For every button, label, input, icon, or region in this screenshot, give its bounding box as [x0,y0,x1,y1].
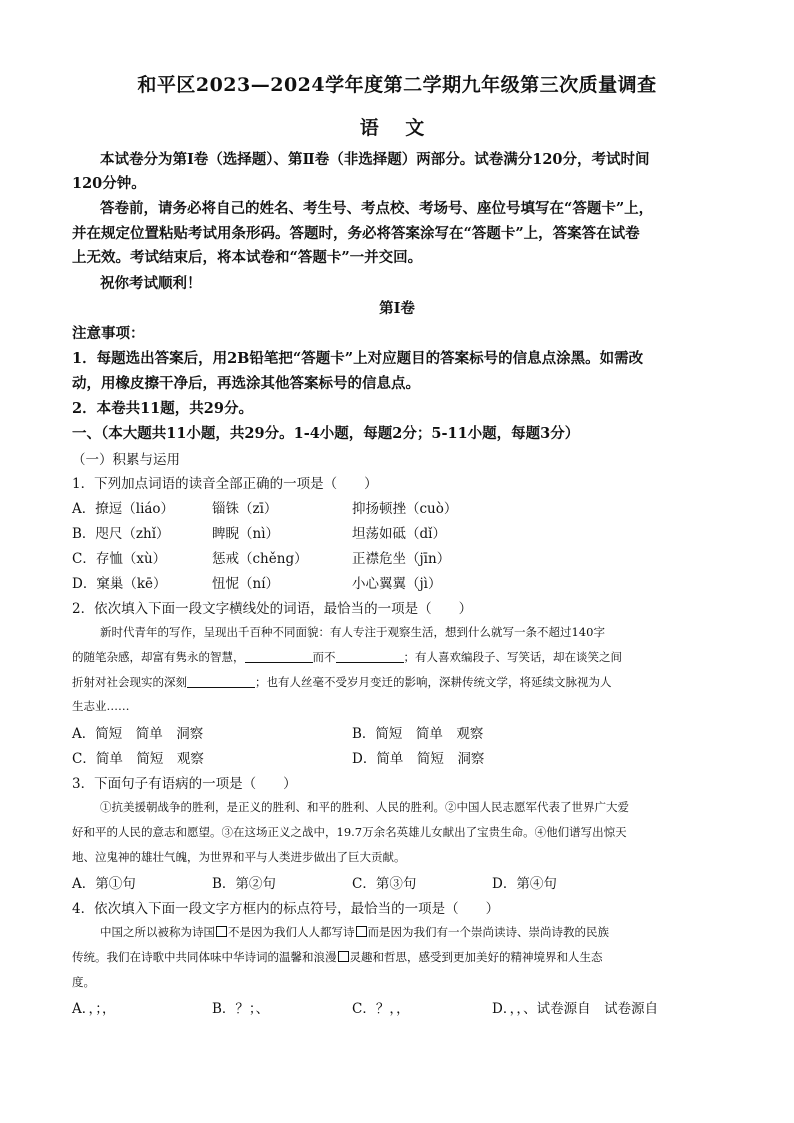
option-a3: 抑扬顿挫（cuò） [352,501,458,517]
option-c3: 正襟危坐（jīn） [352,551,451,567]
fill-blank [245,650,313,663]
option-b3: 坦荡如砥（dǐ） [352,526,446,542]
passage-line: 度。 [72,975,95,989]
passage-text: 而是因为我们有一个崇尚读诗、崇尚诗教的民族 [367,925,609,939]
option-c2: 惩戒（chěng） [212,551,308,567]
passage-text: 不是因为我们人人都写诗 [228,925,355,939]
passage-text: 而不 [312,650,336,664]
intro-line: 上无效。考试结束后，将本试卷和“答题卡”一并交回。 [72,249,423,266]
passage-text: ；也有人丝毫不受岁月变迁的影响，深耕传统文学，将延续文脉视为人 [255,675,612,689]
passage-line: 新时代青年的写作，呈现出千百种不同面貌：有人专注于观察生活，想到什么就写一条不超过140字 [100,625,605,639]
passage-text: 中国之所以被称为诗国 [100,925,215,939]
option-a: A．简短 简单 洞察 [72,726,204,742]
option-a1: A．撩逗（liáo） [72,501,175,517]
option-b: B．简短 简单 观察 [352,726,484,742]
page-title: 和平区2023—2024学年度第二学期九年级第三次质量调查 [137,74,657,96]
question-stem: 1．下列加点词语的读音全部正确的一项是（ ） [72,476,378,492]
notice-item: 2．本卷共11题，共29分。 [72,400,253,417]
passage-text: ；有人喜欢编段子、写笑话，却在谈笑之间 [403,650,622,664]
passage-line [72,949,603,965]
intro-line: 并在规定位置粘贴考试用条形码。答题时，务必将答案涂写在“答题卡”上，答案答在试卷 [72,225,640,242]
option-a2: 锱铢（zī） [212,501,278,517]
punctuation-box [216,926,227,937]
part-title: 一、（本大题共11小题，共29分。1-4小题，每题2分；5-11小题，每题3分） [72,425,580,442]
passage-text: 传统。我们在诗歌中共同体味中华诗词的温馨和浪漫 [72,950,337,964]
fill-blank [336,650,404,663]
section-title: 第Ⅰ卷 [379,300,415,317]
question-stem: 4．依次填入下面一段文字方框内的标点符号，最恰当的一项是（ ） [72,901,500,917]
option-d3: 小心翼翼（jì） [352,576,442,592]
passage-line: 生志业…… [72,699,130,713]
option-d1: D．窠巢（kē） [72,576,167,592]
subject-title: 语 文 [359,117,435,139]
intro-line: 120分钟。 [72,175,146,192]
option-c1: C．存恤（xù） [72,551,167,567]
question-stem: 2．依次填入下面一段文字横线处的词语，最恰当的一项是（ ） [72,601,473,617]
intro-line: 本试卷分为第Ⅰ卷（选择题）、第Ⅱ卷（非选择题）两部分。试卷满分120分，考试时间 [100,151,650,168]
option-d: D．简单 简短 洞察 [352,751,485,767]
passage-text: 灵趣和哲思，感受到更加美好的精神境界和人生态 [349,950,603,964]
option-d2: 忸怩（ní） [212,576,280,592]
option-b2: 睥睨（nì） [212,526,280,542]
notice-item: 动，用橡皮擦干净后，再选涂其他答案标号的信息点。 [72,375,420,392]
punctuation-box [356,926,367,937]
option-c: C．？，， [352,1001,410,1017]
sub-title: （一）积累与运用 [72,452,180,468]
option-b1: B．咫尺（zhǐ） [72,526,170,542]
question-stem: 3．下面句子有语病的一项是（ ） [72,776,297,792]
option-c: C．简单 简短 观察 [72,751,204,767]
intro-line: 答卷前，请务必将自己的姓名、考生号、考点校、考场号、座位号填写在“答题卡”上， [100,200,654,217]
punctuation-box [338,951,349,962]
option-d: D．，，、试卷源自 试卷源自 [492,1001,659,1017]
passage-line [72,674,612,690]
notice-item: 1．每题选出答案后，用2B铅笔把“答题卡”上对应题目的答案标号的信息点涂黑。如需改 [72,350,644,367]
option-a: A．，；， [72,1001,116,1017]
passage-text: 折射对社会现实的深刻 [72,675,187,689]
fill-blank [187,675,255,688]
option-c: C．第③句 [352,876,417,892]
passage-line: 好和平的人民的意志和愿望。③在这场正义之战中，19.7万余名英雄儿女献出了宝贵生命。④他们谱写出惊天 [72,825,627,839]
passage-text: 的随笔杂感，却富有隽永的智慧， [72,650,245,664]
passage-line [72,649,622,665]
option-a: A．第①句 [72,876,136,892]
intro-line: 祝你考试顺利！ [100,275,202,292]
option-b: B．？；、 [212,1001,270,1017]
passage-line [100,924,609,940]
option-b: B．第②句 [212,876,276,892]
passage-line: ①抗美援朝战争的胜利，是正义的胜利、和平的胜利、人民的胜利。②中国人民志愿军代表了世界广大爱 [100,800,629,814]
passage-line: 地、泣鬼神的雄壮气魄，为世界和平与人类进步做出了巨大贡献。 [72,850,406,864]
option-d: D．第④句 [492,876,557,892]
notice-title: 注意事项： [72,325,145,342]
